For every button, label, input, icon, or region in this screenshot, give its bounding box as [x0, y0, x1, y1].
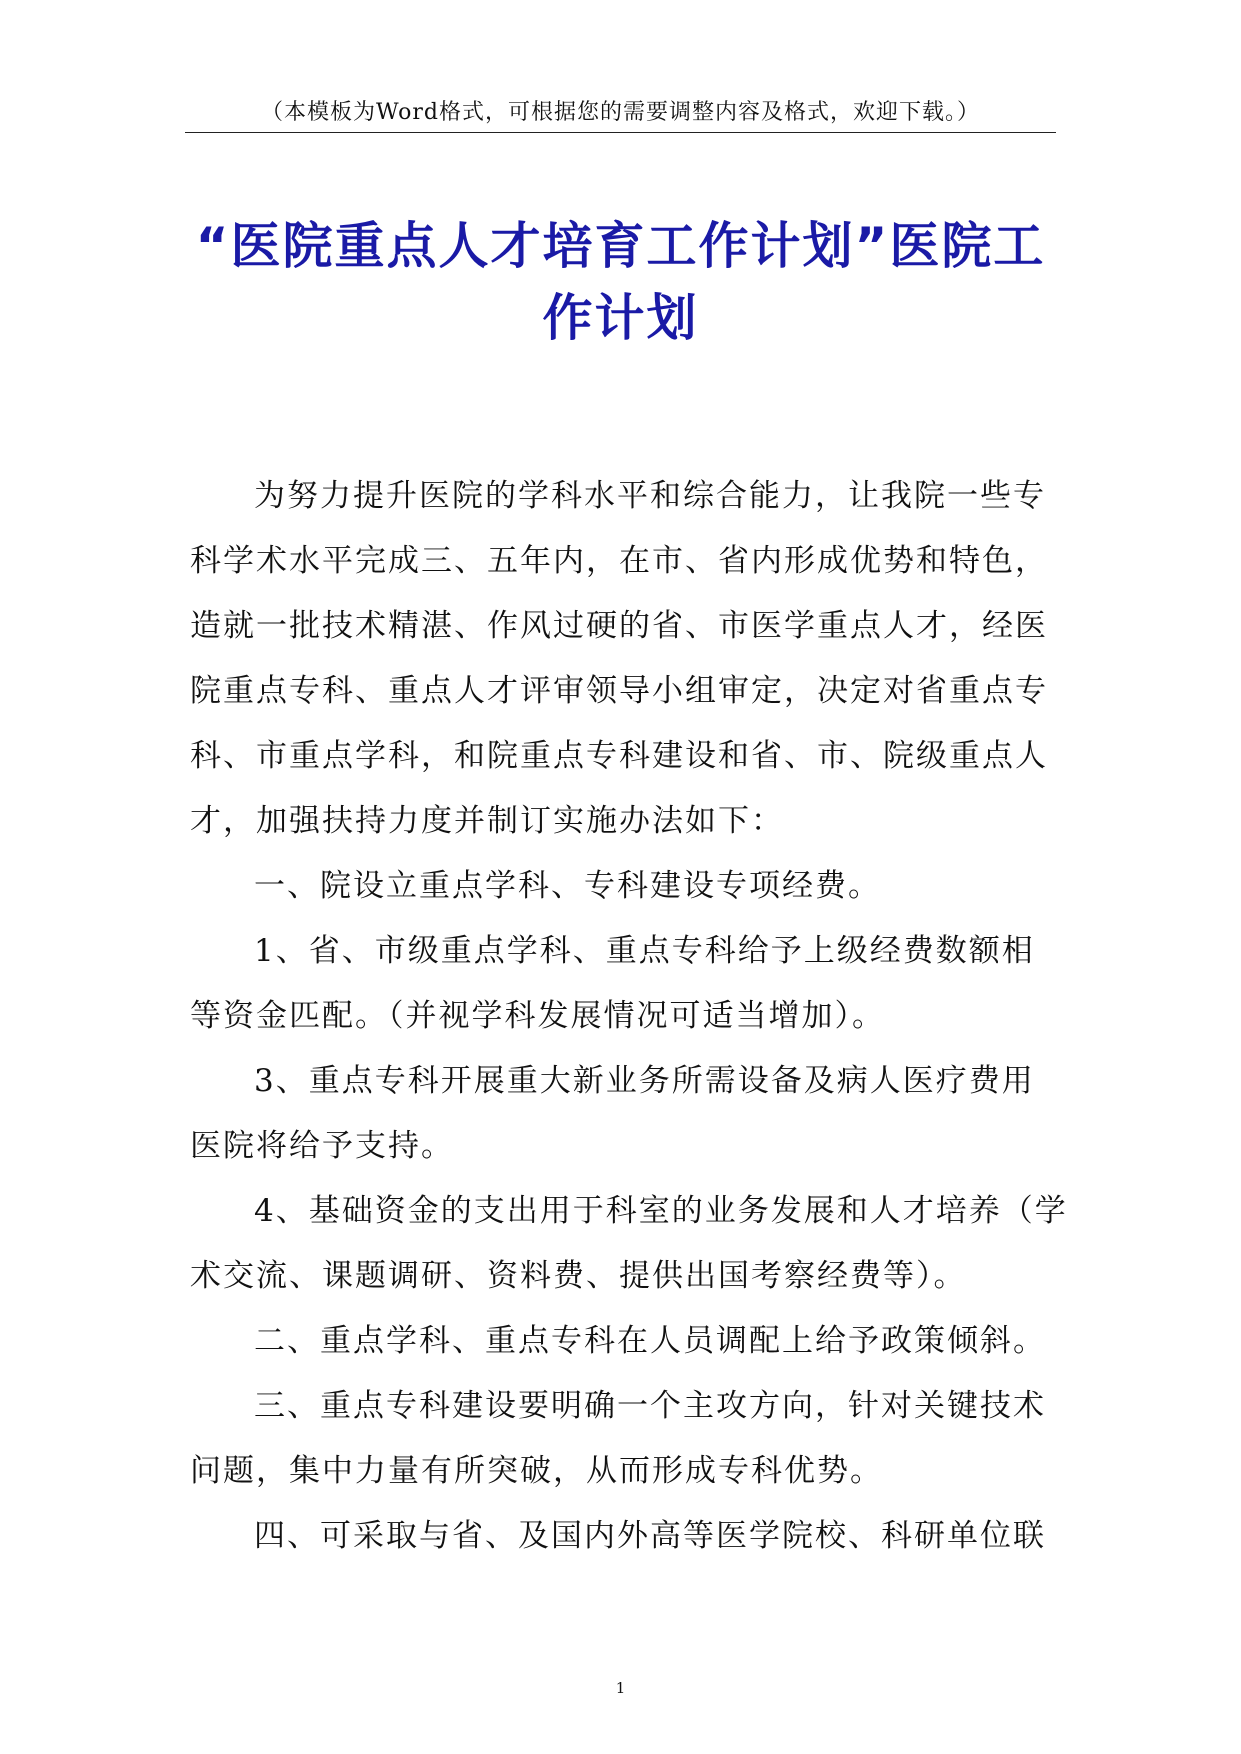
body-line: 为努力提升医院的学科水平和综合能力，让我院一些专 — [254, 478, 1046, 514]
body-line: 造就一批技术精湛、作风过硬的省、市医学重点人才，经医 — [190, 608, 1048, 644]
template-header-note: （本模板为Word格式，可根据您的需要调整内容及格式，欢迎下载。） — [261, 100, 980, 125]
body-line: 医院将给予支持。 — [190, 1128, 454, 1164]
body-line: 4、基础资金的支出用于科室的业务发展和人才培养（学 — [254, 1193, 1068, 1229]
body-line: 才，加强扶持力度并制订实施办法如下： — [190, 803, 784, 839]
body-line: 院重点专科、重点人才评审领导小组审定，决定对省重点专 — [190, 673, 1048, 709]
body-line: 四、可采取与省、及国内外高等医学院校、科研单位联 — [254, 1518, 1046, 1554]
body-line: 3、重点专科开展重大新业务所需设备及病人医疗费用 — [254, 1063, 1035, 1099]
body-line: 三、重点专科建设要明确一个主攻方向，针对关键技术 — [254, 1388, 1046, 1424]
document-body — [190, 464, 1068, 1569]
title-line: 作计划 — [542, 289, 699, 347]
body-line: 科学术水平完成三、五年内，在市、省内形成优势和特色， — [190, 543, 1048, 579]
body-line: 术交流、课题调研、资料费、提供出国考察经费等）。 — [190, 1258, 967, 1294]
title-line: “医院重点人才培育工作计划”医院工 — [195, 217, 1046, 275]
header-divider — [185, 132, 1056, 133]
body-line: 1、省、市级重点学科、重点专科给予上级经费数额相 — [254, 933, 1035, 969]
document-title — [185, 210, 1056, 354]
body-line: 等资金匹配。（并视学科发展情况可适当增加）。 — [190, 998, 885, 1034]
page-number: 1 — [615, 1679, 626, 1697]
body-line: 问题，集中力量有所突破，从而形成专科优势。 — [190, 1453, 883, 1489]
body-line: 二、重点学科、重点专科在人员调配上给予政策倾斜。 — [254, 1323, 1046, 1359]
body-line: 科、市重点学科，和院重点专科建设和省、市、院级重点人 — [190, 738, 1048, 774]
body-line: 一、院设立重点学科、专科建设专项经费。 — [254, 868, 881, 904]
